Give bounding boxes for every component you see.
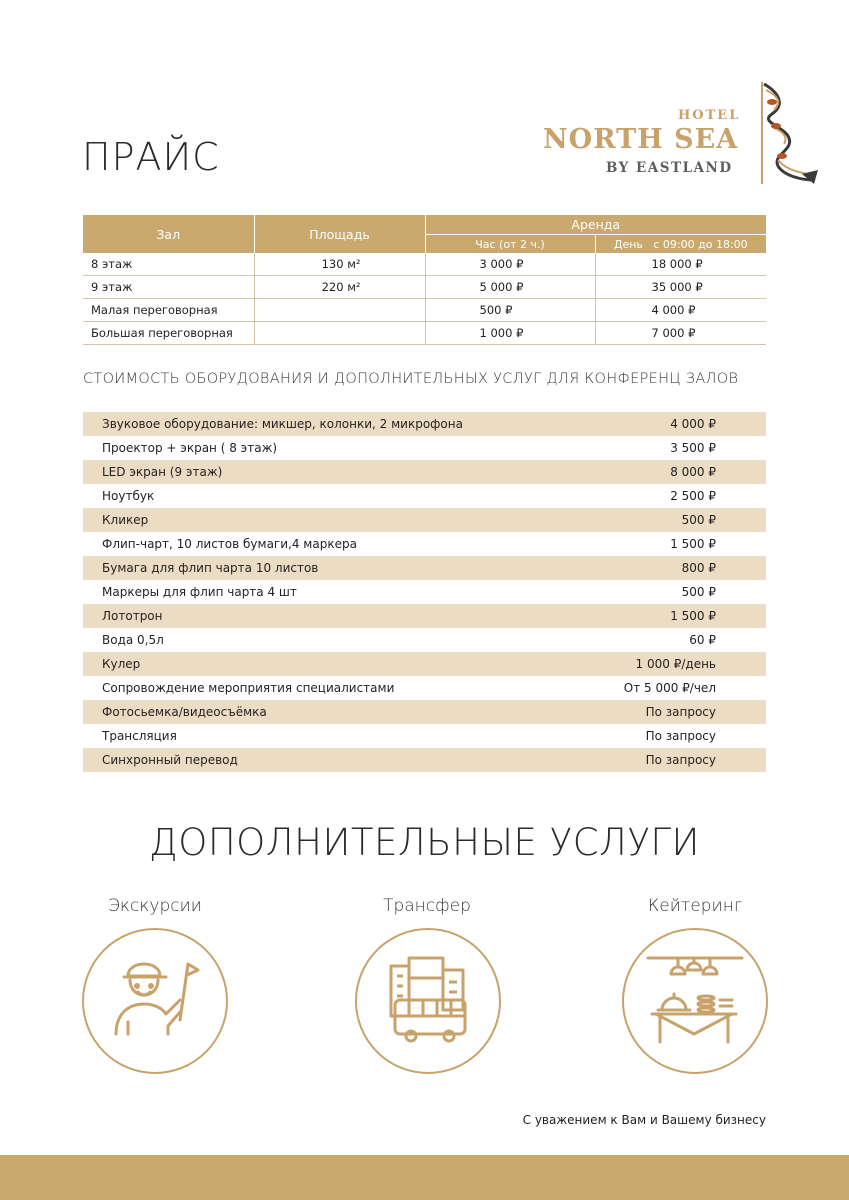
item-name: Кулер [102, 657, 141, 671]
table-row [83, 276, 766, 299]
list-item [83, 676, 766, 700]
item-name: Сопровождение мероприятия специалистами [102, 681, 395, 695]
excursions-service [82, 928, 228, 1074]
item-name: Маркеры для флип чарта 4 шт [102, 585, 297, 599]
service-label-catering: Кейтеринг [647, 896, 743, 916]
list-item [83, 580, 766, 604]
list-item [83, 484, 766, 508]
hall-name: Большая переговорная [83, 322, 254, 345]
day-price: 7 000 ₽ [595, 322, 766, 345]
hall-name: 9 этаж [83, 276, 254, 299]
tour-guide-icon [84, 930, 226, 1072]
hour-price: 5 000 ₽ [425, 276, 595, 299]
table-row [83, 253, 766, 276]
item-name: Флип-чарт, 10 листов бумаги,4 маркера [102, 537, 357, 551]
item-price: 1 500 ₽ [670, 537, 716, 551]
equipment-section-title: СТОИМОСТЬ ОБОРУДОВАНИЯ И ДОПОЛНИТЕЛЬНЫХ УСЛУГ ДЛЯ КОНФЕРЕНЦ ЗАЛОВ [83, 371, 739, 387]
catering-service [622, 928, 768, 1074]
col-header-hour: Час (от 2 ч.) [425, 235, 595, 254]
item-name: Проектор + экран ( 8 этаж) [102, 441, 278, 455]
list-item [83, 652, 766, 676]
item-price: 500 ₽ [681, 513, 716, 527]
item-price: 2 500 ₽ [670, 489, 716, 503]
bus-icon [357, 930, 499, 1072]
item-price: 8 000 ₽ [670, 465, 716, 479]
logo-by-text: BY EASTLAND [606, 160, 733, 176]
item-price: От 5 000 ₽/чел [623, 681, 716, 695]
day-price: 4 000 ₽ [595, 299, 766, 322]
list-item [83, 532, 766, 556]
footer-bar [0, 1155, 849, 1200]
item-name: Кликер [102, 513, 149, 527]
item-price: 3 500 ₽ [670, 441, 716, 455]
item-price: 800 ₽ [681, 561, 716, 575]
price-table [83, 215, 766, 345]
item-price: По запросу [645, 705, 716, 719]
item-name: Лототрон [102, 609, 163, 623]
day-price: 35 000 ₽ [595, 276, 766, 299]
item-name: Звуковое оборудование: микшер, колонки, 2 микрофона [102, 417, 463, 431]
list-item [83, 508, 766, 532]
item-name: Ноутбук [102, 489, 155, 503]
service-label-transfer: Трансфер [383, 896, 471, 916]
closing-text: С уважением к Вам и Вашему бизнесу [522, 1113, 766, 1127]
service-label-excursions: Экскурсии [108, 896, 202, 916]
col-header-area: Площадь [254, 215, 425, 253]
table-row [83, 299, 766, 322]
hall-area: 220 м² [254, 276, 425, 299]
item-price: 500 ₽ [681, 585, 716, 599]
col-header-day: День с 09:00 до 18:00 [595, 235, 766, 254]
hour-price: 500 ₽ [425, 299, 595, 322]
hall-area: 130 м² [254, 253, 425, 276]
logo-brand-text: NORTH SEA [543, 124, 739, 155]
item-price: 60 ₽ [689, 633, 716, 647]
list-item [83, 628, 766, 652]
hour-price: 3 000 ₽ [425, 253, 595, 276]
hall-area [254, 322, 425, 345]
col-header-rent: Аренда [425, 215, 766, 235]
hall-name: Малая переговорная [83, 299, 254, 322]
transfer-service [355, 928, 501, 1074]
item-name: LED экран (9 этаж) [102, 465, 223, 479]
table-row [83, 322, 766, 345]
hour-price: 1 000 ₽ [425, 322, 595, 345]
day-price: 18 000 ₽ [595, 253, 766, 276]
item-name: Вода 0,5л [102, 633, 164, 647]
item-name: Синхронный перевод [102, 753, 238, 767]
equipment-list [83, 412, 766, 772]
list-item [83, 724, 766, 748]
item-name: Фотосьемка/видеосъёмка [102, 705, 267, 719]
services-section-title: ДОПОЛНИТЕЛЬНЫЕ УСЛУГИ [149, 821, 700, 864]
list-item [83, 700, 766, 724]
item-price: 1 500 ₽ [670, 609, 716, 623]
fish-emblem-icon [752, 80, 822, 190]
col-header-hall: Зал [83, 215, 254, 253]
item-name: Бумага для флип чарта 10 листов [102, 561, 319, 575]
item-price: 4 000 ₽ [670, 417, 716, 431]
page-title: ПРАЙС [82, 135, 220, 179]
list-item [83, 556, 766, 580]
hall-area [254, 299, 425, 322]
catering-icon [624, 930, 766, 1072]
list-item [83, 412, 766, 436]
hall-name: 8 этаж [83, 253, 254, 276]
logo-hotel-text: HOTEL [678, 108, 741, 123]
list-item [83, 604, 766, 628]
item-name: Трансляция [102, 729, 177, 743]
item-price: По запросу [645, 753, 716, 767]
list-item [83, 748, 766, 772]
item-price: По запросу [645, 729, 716, 743]
hotel-logo [540, 80, 820, 190]
item-price: 1 000 ₽/день [635, 657, 716, 671]
list-item [83, 460, 766, 484]
list-item [83, 436, 766, 460]
